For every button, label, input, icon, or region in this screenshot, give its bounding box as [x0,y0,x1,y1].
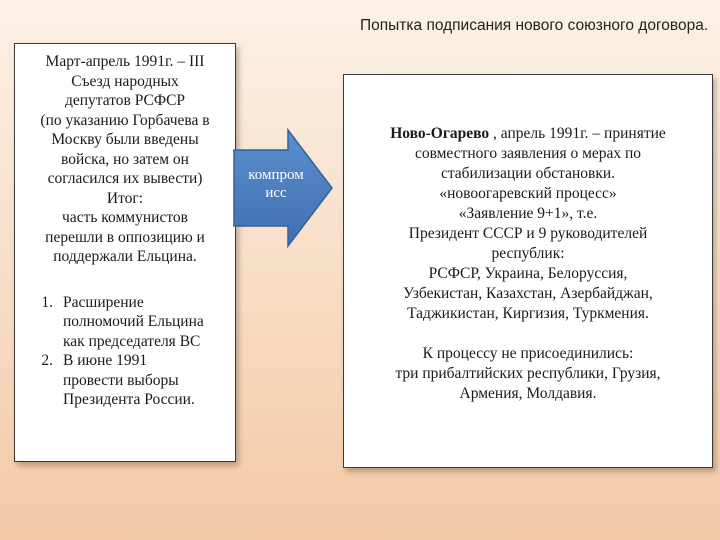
text-line: Армения, Молдавия. [459,385,597,402]
text-line: депутатов РСФСР [64,92,186,109]
text-line: согласился их вывести) [47,170,203,187]
text-line: «Заявление 9+1», т.е. [458,205,598,222]
text-line: Президент СССР и 9 руководителей [408,225,648,242]
list-item-line: Расширение [63,293,144,311]
text-line: К процессу не присоединились: [422,345,634,362]
text-line: Москву были введены [51,131,199,148]
arrow-label-line: компром [248,167,304,183]
text-line [350,124,706,144]
result-heading: Итог: [106,189,144,207]
place-name: Ново-Огарево [390,125,490,142]
text-line: часть коммунистов [62,209,188,226]
list-item [19,351,231,410]
list-number: 2. [41,352,53,369]
text-line: Узбекистан, Казахстан, Азербайджан, [403,285,653,302]
text-line: совместного заявления о мерах по [414,145,642,162]
list-item [19,293,231,352]
text-line: три прибалтийских республики, Грузия, [395,365,661,382]
arrow-label-line: исс [265,185,287,201]
congress-text-box [14,43,236,462]
text-line: Март-апрель 1991г. – III [45,53,205,70]
text-line: «новоогаревский процесс» [439,185,617,202]
text-line: республик: [491,245,565,262]
text-line: (по указанию Горбачева в [40,111,210,129]
list-item-line: Президента России. [63,391,195,408]
list-item-line: провести выборы [63,371,179,389]
text-line: поддержали Ельцина. [53,248,197,265]
list-item-line: В июне 1991 [63,352,148,369]
list-number: 1. [41,293,53,311]
text-line: стабилизации обстановки. [440,165,616,182]
compromise-label [246,166,306,202]
text-line: РСФСР, Украина, Белоруссия, [428,265,628,282]
list-item-line: полномочий Ельцина [63,313,204,330]
outcomes-list [19,293,231,410]
novo-ogarevo-text-box [343,74,713,468]
novo-ogarevo-description [350,124,706,404]
list-item-line: как председателя ВС [63,332,201,350]
slide-heading: Попытка подписания нового союзного договора. [360,17,709,34]
text-line: войска, но затем он [61,150,189,168]
congress-description [19,52,231,267]
date-text: , апрель 1991г. – принятие [489,125,666,142]
text-line: Таджикистан, Киргизия, Туркмения. [407,305,649,322]
text-line: перешли в оппозицию и [45,228,205,246]
text-line: Съезд народных [71,72,179,90]
